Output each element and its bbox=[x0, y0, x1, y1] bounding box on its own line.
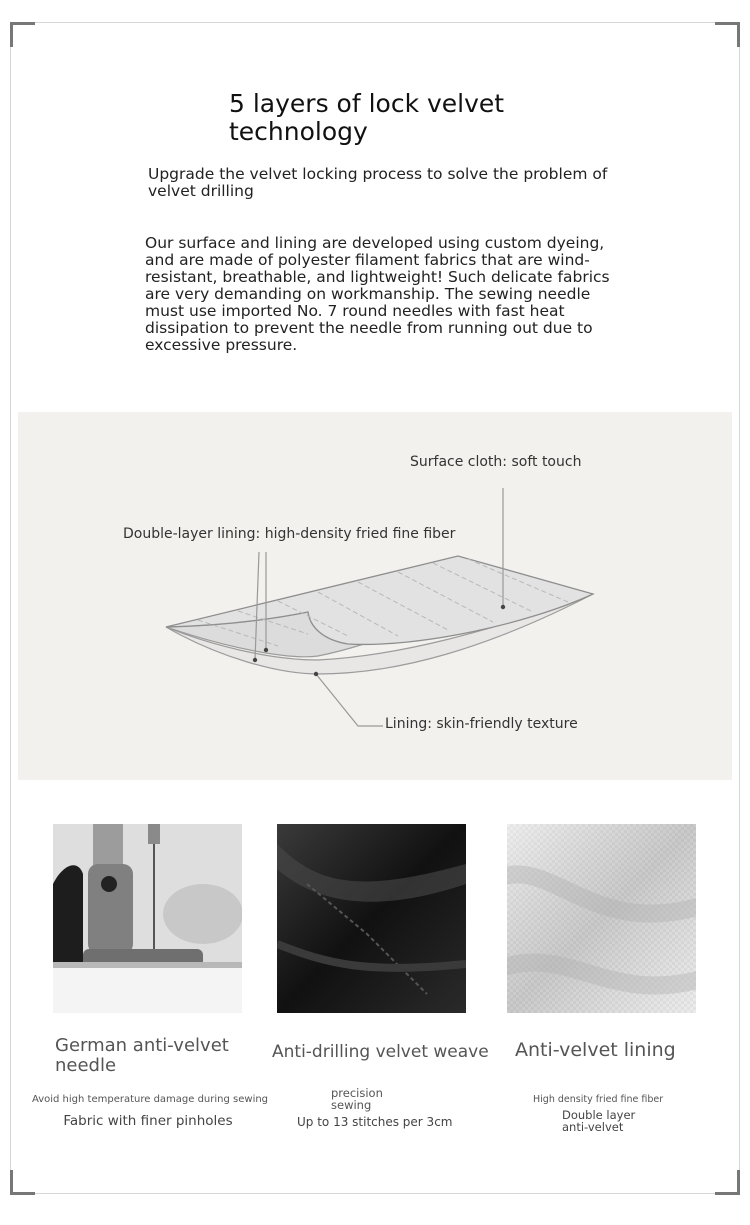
corner-mark-bottom-left bbox=[10, 1170, 35, 1195]
feature-title-needle: German anti-velvet needle bbox=[55, 1035, 229, 1076]
fabric-layer-diagram bbox=[18, 412, 732, 780]
corner-mark-top-left bbox=[10, 22, 35, 47]
feature-note-needle: Avoid high temperature damage during sewing bbox=[31, 1094, 269, 1105]
corner-mark-bottom-right bbox=[715, 1170, 740, 1195]
feature-detail-lining: Double layer anti-velvet bbox=[562, 1108, 636, 1134]
fabric-layers-illustration bbox=[18, 412, 732, 780]
sewing-machine-photo bbox=[53, 824, 242, 1013]
feature-title-lining: Anti-velvet lining bbox=[515, 1039, 676, 1061]
double-layer-lining-label: Double-layer lining: high-density fried fine fiber bbox=[123, 526, 456, 542]
page-title: 5 layers of lock velvet technology bbox=[229, 89, 505, 146]
feature-detail-needle: Fabric with finer pinholes bbox=[63, 1113, 233, 1129]
feature-note-weave: precision sewing bbox=[331, 1086, 383, 1112]
lining-label: Lining: skin-friendly texture bbox=[385, 716, 578, 732]
feature-detail-weave: Up to 13 stitches per 3cm bbox=[297, 1115, 453, 1129]
white-woven-fabric-photo bbox=[507, 824, 696, 1013]
description-paragraph: Our surface and lining are developed using custom dyeing, and are made of polyester filament fabrics that are wind-resistant, breathable, and lightweight! Such delicate fabrics are very demanding on workmanship. The sewing needle must use imported No. 7 round needles with fast heat dissipation to prevent the needle from running out due to excessive pressure. bbox=[145, 234, 610, 354]
corner-mark-top-right bbox=[715, 22, 740, 47]
black-quilted-fabric-photo bbox=[277, 824, 466, 1013]
feature-note-lining: High density fried fine fiber bbox=[533, 1094, 664, 1105]
page-subtitle: Upgrade the velvet locking process to solve the problem of velvet drilling bbox=[148, 165, 608, 200]
feature-title-weave: Anti-drilling velvet weave bbox=[272, 1042, 489, 1062]
surface-cloth-label: Surface cloth: soft touch bbox=[410, 454, 582, 470]
